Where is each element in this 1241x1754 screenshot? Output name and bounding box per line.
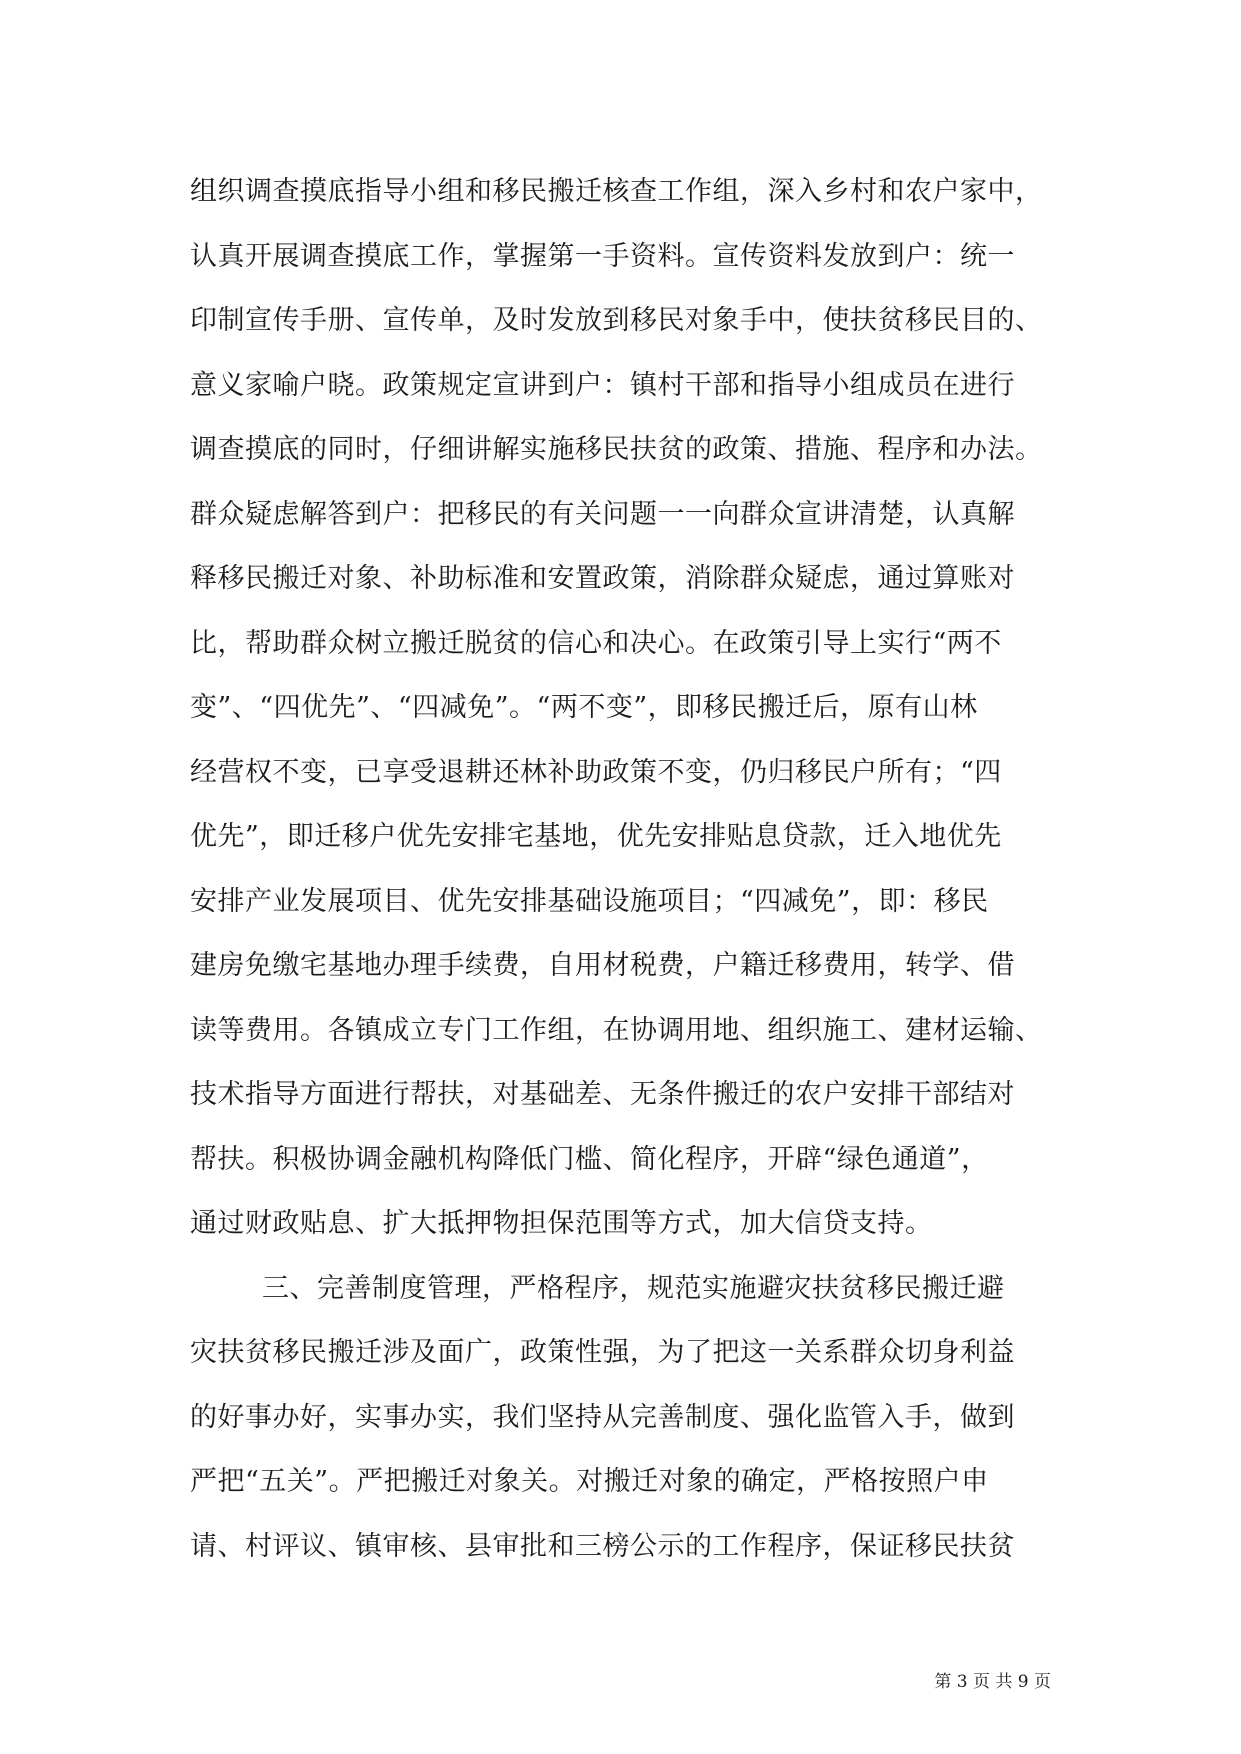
text-line: 调查摸底的同时，仔细讲解实施移民扶贫的政策、措施、程序和办法。 <box>190 434 1043 465</box>
text-line: 灾扶贫移民搬迁涉及面广，政策性强，为了把这一关系群众切身利益 <box>190 1337 1015 1368</box>
section-heading-line: 三、完善制度管理，严格程序，规范实施避灾扶贫移民搬迁避 <box>262 1272 1005 1304</box>
text-line: 变”、“四优先”、“四减免”。“两不变”，即移民搬迁后，原有山林 <box>190 692 978 723</box>
text-line: 释移民搬迁对象、补助标准和安置政策，消除群众疑虑，通过算账对 <box>190 563 1015 594</box>
text-line: 建房免缴宅基地办理手续费，自用材税费，户籍迁移费用，转学、借 <box>190 950 1015 981</box>
text-line: 群众疑虑解答到户：把移民的有关问题一一向群众宣讲清楚，认真解 <box>190 498 1015 530</box>
text-line: 认真开展调查摸底工作，掌握第一手资料。宣传资料发放到户：统一 <box>190 240 1015 272</box>
text-line: 优先”，即迁移户优先安排宅基地，优先安排贴息贷款，迁入地优先 <box>190 821 1002 852</box>
text-line: 经营权不变，已享受退耕还林补助政策不变，仍归移民户所有；“四 <box>190 756 1002 788</box>
text-line: 组织调查摸底指导小组和移民搬迁核查工作组，深入乡村和农户家中， <box>190 176 1043 207</box>
text-line: 安排产业发展项目、优先安排基础设施项目；“四减免”，即：移民 <box>190 885 989 917</box>
page-number-footer: 第 3 页 共 9 页 <box>934 1672 1051 1692</box>
text-line: 读等费用。各镇成立专门工作组，在协调用地、组织施工、建材运输、 <box>190 1014 1043 1046</box>
text-line: 请、村评议、镇审核、县审批和三榜公示的工作程序，保证移民扶贫 <box>190 1530 1015 1562</box>
text-line: 技术指导方面进行帮扶，对基础差、无条件搬迁的农户安排干部结对 <box>190 1079 1015 1110</box>
text-line: 严把“五关”。严把搬迁对象关。对搬迁对象的确定，严格按照户申 <box>190 1466 989 1497</box>
text-line: 帮扶。积极协调金融机构降低门槛、简化程序，开辟“绿色通道”， <box>190 1143 989 1175</box>
text-line: 的好事办好，实事办实，我们坚持从完善制度、强化监管入手，做到 <box>190 1401 1015 1433</box>
body-text <box>190 160 1060 1579</box>
text-line: 印制宣传手册、宣传单，及时发放到移民对象手中，使扶贫移民目的、 <box>190 305 1043 336</box>
text-line: 通过财政贴息、扩大抵押物担保范围等方式，加大信贷支持。 <box>190 1208 933 1239</box>
text-line: 意义家喻户晓。政策规定宣讲到户：镇村干部和指导小组成员在进行 <box>190 369 1015 401</box>
text-line: 比，帮助群众树立搬迁脱贫的信心和决心。在政策引导上实行“两不 <box>190 627 1002 659</box>
